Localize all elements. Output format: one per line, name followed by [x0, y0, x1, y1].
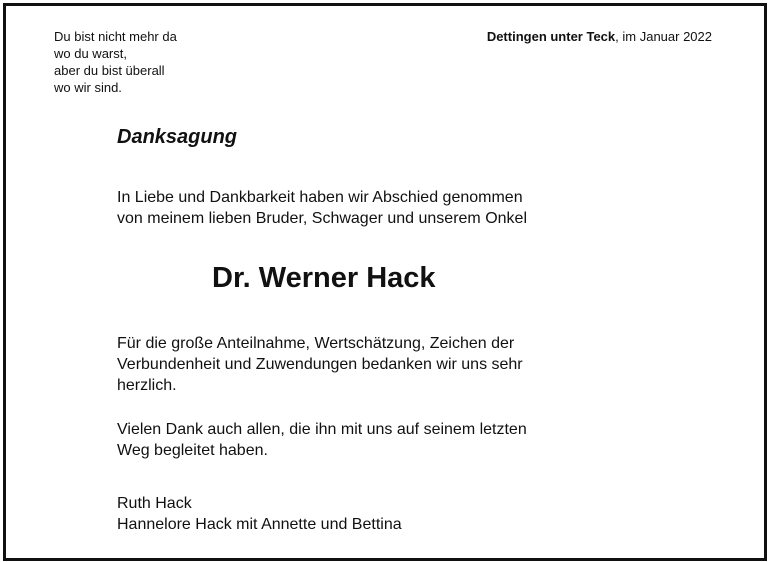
deceased-name: Dr. Werner Hack	[212, 262, 436, 294]
paragraph-line: herzlich.	[117, 377, 177, 394]
intro-line: von meinem lieben Bruder, Schwager und unserem Onkel	[117, 210, 527, 227]
place-name: Dettingen unter Teck	[486, 29, 616, 44]
paragraph-line: Weg begleitet haben.	[117, 442, 268, 459]
motto-line: wo wir sind.	[54, 80, 122, 95]
intro-text	[117, 187, 527, 229]
motto-line: aber du bist überall	[54, 63, 165, 78]
signatures	[117, 493, 402, 535]
signature-line: Ruth Hack	[117, 495, 192, 512]
closing-paragraph	[117, 419, 527, 461]
intro-line: In Liebe und Dankbarkeit haben wir Abschied genommen	[117, 189, 523, 206]
thanks-paragraph	[117, 333, 523, 396]
paragraph-line: Für die große Anteilnahme, Wertschätzung, Zeichen der	[117, 335, 515, 352]
date-text: , im Januar 2022	[615, 29, 712, 44]
paragraph-line: Verbundenheit und Zuwendungen bedanken wir uns sehr	[117, 356, 523, 373]
signature-line: Hannelore Hack mit Annette und Bettina	[117, 516, 402, 533]
paragraph-line: Vielen Dank auch allen, die ihn mit uns auf seinem letzten	[117, 421, 527, 438]
motto-line: wo du warst,	[54, 46, 127, 61]
motto-line: Du bist nicht mehr da	[54, 29, 177, 44]
notice-title: Danksagung	[117, 126, 238, 148]
place-date	[487, 28, 712, 45]
motto-verse	[54, 28, 177, 96]
